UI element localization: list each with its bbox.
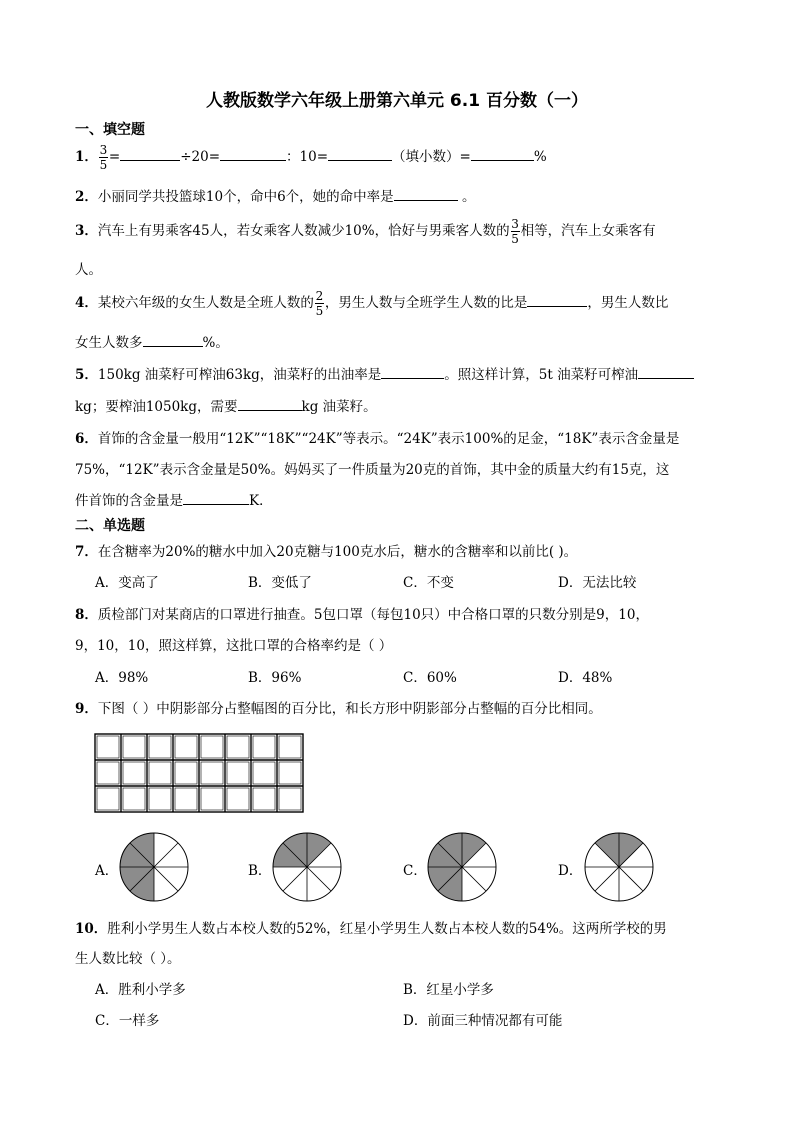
text: ÷20= (180, 149, 221, 165)
fraction (99, 144, 108, 171)
section-single-choice: 二、单选题 (75, 518, 145, 534)
answer-blank[interactable] (220, 146, 286, 161)
question-3-line-2 (75, 258, 102, 278)
text: 质检部门对某商店的口罩进行抽查。5包口罩（每包10只）中合格口罩的只数分别是9，10， (97, 607, 649, 623)
question-10-line-2 (75, 947, 181, 967)
answer-blank[interactable] (143, 332, 203, 347)
grid-rectangle-figure (94, 733, 304, 813)
text: ：10= (286, 149, 329, 165)
fraction (315, 290, 324, 317)
q8-option-b[interactable]: B．96% (248, 670, 302, 686)
text: kg 油菜籽。 (301, 399, 377, 415)
q8-option-a[interactable]: A．98% (95, 670, 149, 686)
question-6-line-3 (75, 489, 273, 509)
q10-option-d[interactable]: D．前面三种情况都有可能 (403, 1013, 563, 1029)
answer-blank[interactable] (394, 186, 458, 201)
question-1 (75, 142, 547, 172)
question-4 (75, 288, 668, 318)
q7-option-b[interactable]: B．变低了 (248, 575, 312, 591)
question-number: 3． (75, 223, 98, 239)
answer-blank[interactable] (381, 364, 444, 379)
answer-blank[interactable] (638, 364, 694, 379)
page-title: 人教版数学六年级上册第六单元 6.1 百分数（一） (206, 91, 588, 111)
answer-blank[interactable] (471, 146, 534, 161)
text: 生人数比较（ ）。 (75, 951, 181, 967)
text: K． (249, 493, 273, 509)
text: 相等，汽车上女乘客有 (520, 223, 656, 239)
answer-blank[interactable] (183, 490, 249, 505)
answer-blank[interactable] (527, 292, 587, 307)
text: 女生人数多 (75, 335, 143, 351)
q9-option-c-circle[interactable] (427, 832, 497, 902)
fraction (511, 218, 520, 245)
text: kg；要榨油1050kg，需要 (75, 399, 238, 415)
text: 件首饰的含金量是 (75, 493, 183, 509)
text: 汽车上有男乘客45人，若女乘客人数减少10%，恰好与男乘客人数的 (97, 223, 510, 239)
text: 在含糖率为20%的糖水中加入20克糖与100克水后，糖水的含糖率和以前比( )。 (97, 544, 578, 560)
question-5 (75, 363, 694, 383)
question-number: 6． (75, 431, 98, 447)
fraction-numerator: 3 (511, 217, 519, 231)
q10-option-b[interactable]: B．红星小学多 (403, 982, 494, 998)
question-number: 7． (75, 544, 98, 560)
text: % (533, 149, 547, 165)
question-number: 2． (75, 189, 98, 205)
question-10 (75, 917, 667, 937)
fraction-denominator: 5 (99, 158, 108, 172)
text: ，男生人数与全班学生人数的比是 (324, 295, 528, 311)
q7-option-c[interactable]: C．不变 (403, 575, 454, 591)
text: 。照这样计算，5t 油菜籽可榨油 (444, 367, 639, 383)
question-number: 1． (75, 149, 98, 165)
fraction-denominator: 5 (511, 232, 519, 246)
question-3 (75, 216, 656, 246)
text: 下图（ ）中阴影部分占整幅图的百分比，和长方形中阴影部分占整幅的百分比相同。 (97, 701, 602, 717)
text: 。 (461, 189, 476, 205)
section-fill-blank: 一、填空题 (75, 122, 145, 138)
text: 小丽同学共投篮球10个，命中6个，她的命中率是 (97, 189, 394, 205)
q10-option-c[interactable]: C．一样多 (95, 1013, 160, 1029)
text: 150kg 油菜籽可榨油63kg，油菜籽的出油率是 (97, 367, 382, 383)
question-number: 10． (75, 921, 108, 937)
text: 人。 (75, 262, 102, 278)
text: 75%，“12K”表示含金量是50%。妈妈买了一件质量为20克的首饰，其中金的质量大约有15克，这 (75, 462, 670, 478)
fraction-denominator: 5 (315, 304, 324, 318)
question-6-line-2 (75, 458, 669, 478)
text: （填小数）= (392, 149, 471, 165)
text: 某校六年级的女生人数是全班人数的 (97, 295, 314, 311)
question-5-line-2 (75, 395, 377, 415)
question-number: 9． (75, 701, 98, 717)
q9-option-b[interactable]: B． (248, 863, 272, 879)
q7-option-a[interactable]: A．变高了 (95, 575, 159, 591)
text: = (108, 149, 121, 165)
question-4-line-2 (75, 331, 229, 351)
q10-option-a[interactable]: A．胜利小学多 (95, 982, 186, 998)
answer-blank[interactable] (120, 146, 180, 161)
question-number: 4． (75, 295, 98, 311)
q8-option-d[interactable]: D．48% (558, 670, 613, 686)
text: 胜利小学男生人数占本校人数的52%，红星小学男生人数占本校人数的54%。这两所学校的男 (107, 921, 667, 937)
answer-blank[interactable] (238, 396, 302, 411)
question-7 (75, 540, 577, 560)
q8-option-c[interactable]: C．60% (403, 670, 457, 686)
question-number: 8． (75, 607, 98, 623)
question-2 (75, 185, 475, 205)
q9-option-a[interactable]: A． (95, 863, 119, 879)
q9-option-d-circle[interactable] (584, 832, 654, 902)
answer-blank[interactable] (328, 146, 392, 161)
text: %。 (202, 335, 229, 351)
text: 首饰的含金量一般用“12K”“18K”“24K”等表示。“24K”表示100%的足金，“18K”表示含金量是 (97, 431, 680, 447)
text: 9，10，10，照这样算，这批口罩的合格率约是（ ） (75, 638, 393, 654)
question-6 (75, 427, 679, 447)
question-9 (75, 697, 602, 717)
q7-option-d[interactable]: D．无法比较 (558, 575, 637, 591)
fraction-numerator: 2 (315, 289, 324, 303)
q9-option-c[interactable]: C． (403, 863, 427, 879)
question-8-line-2 (75, 634, 392, 654)
fraction-numerator: 3 (99, 143, 108, 157)
text: ，男生人数比 (587, 295, 669, 311)
q9-option-a-circle[interactable] (119, 832, 189, 902)
question-number: 5． (75, 367, 98, 383)
q9-option-d[interactable]: D． (558, 863, 583, 879)
q9-option-b-circle[interactable] (272, 832, 342, 902)
question-8 (75, 603, 649, 623)
